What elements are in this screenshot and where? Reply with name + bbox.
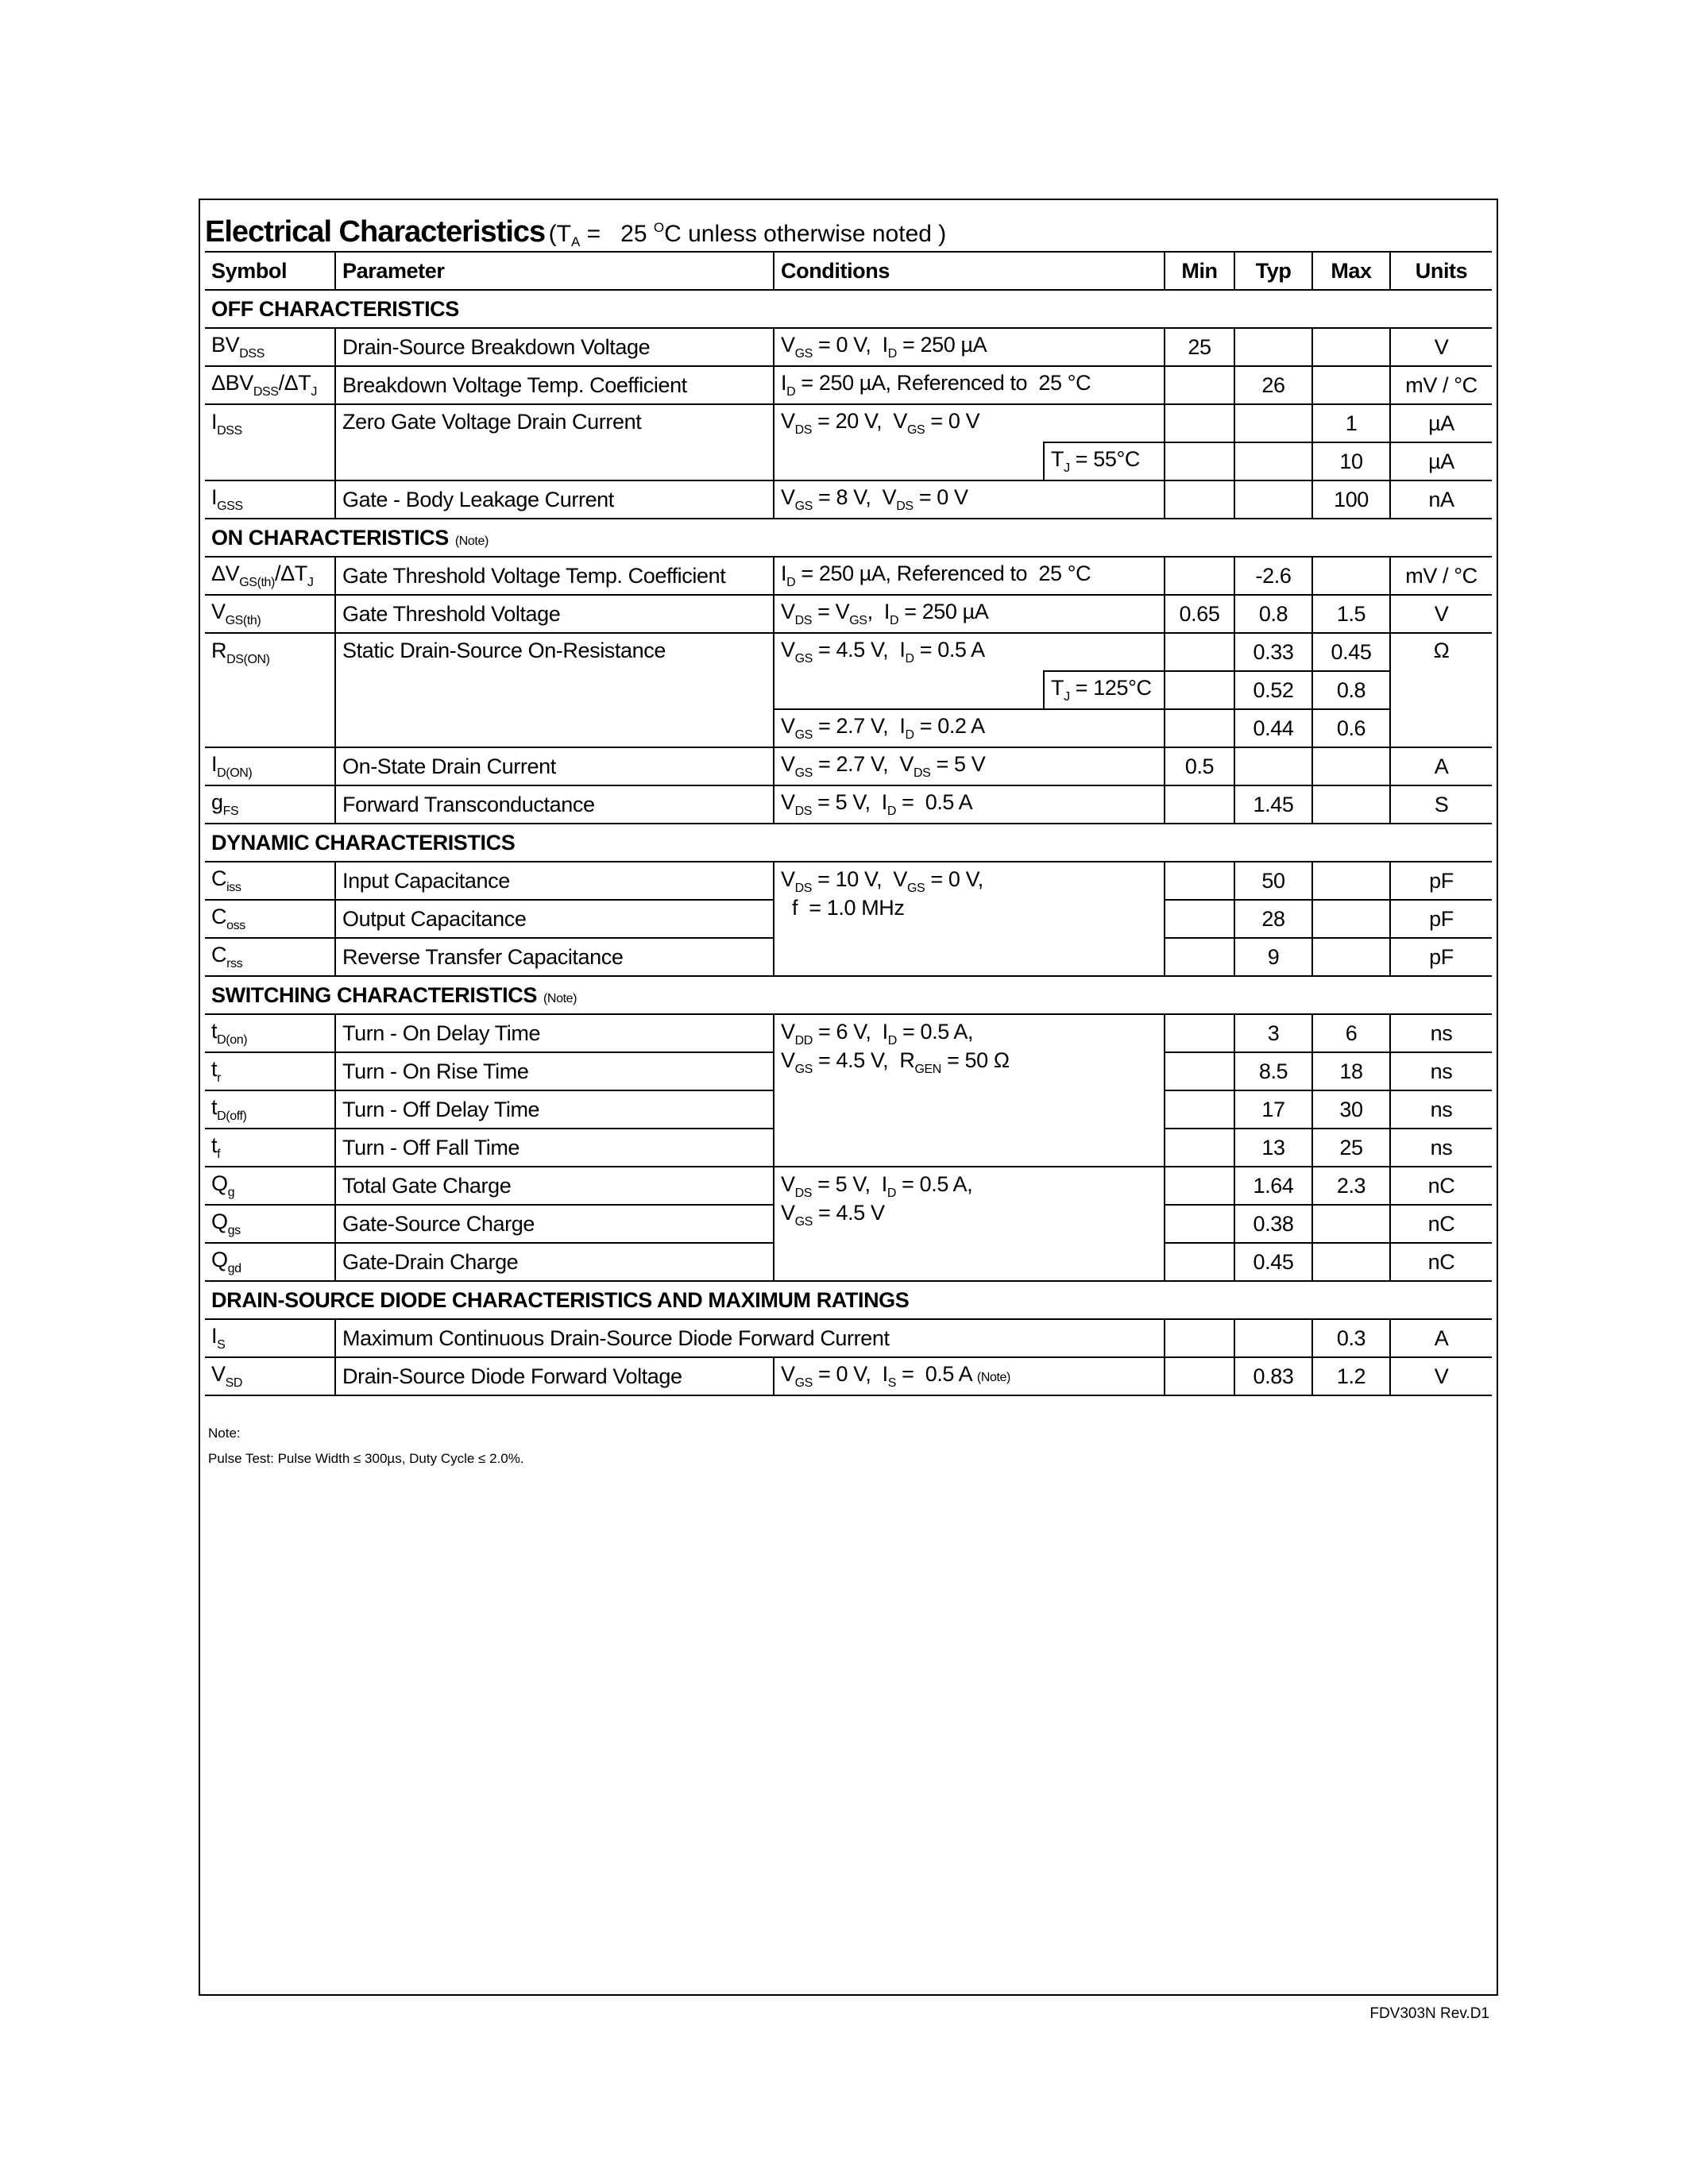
min-cell	[1165, 1205, 1234, 1243]
typ-cell: 8.5	[1234, 1052, 1312, 1090]
min-cell	[1165, 709, 1234, 747]
units-cell: µA	[1390, 442, 1492, 480]
conditions-cell: $V_{DS} = 5$ V, $I_D = 0.5$ A, $V_{GS} = 4.5$ V	[774, 1167, 1165, 1281]
typ-cell: 28	[1234, 900, 1312, 938]
min-cell	[1165, 671, 1234, 709]
table-row	[205, 747, 1492, 785]
units-cell: V	[1390, 1357, 1492, 1395]
symbol-cell: $\Delta BV_{DSS}/\Delta T_J$	[205, 366, 335, 404]
conditions-cell: $V_{DS} = 20$ V, $V_{GS} = 0$ V	[774, 404, 1165, 442]
typ-cell: 0.33	[1234, 633, 1312, 671]
title-condition: ($T_A = 25$ $^O$C unless otherwise noted )	[548, 220, 947, 249]
min-cell	[1165, 1129, 1234, 1167]
header-min: Min	[1165, 252, 1234, 290]
units-cell: pF	[1390, 900, 1492, 938]
typ-cell	[1234, 1319, 1312, 1357]
typ-cell: 0.44	[1234, 709, 1312, 747]
typ-cell: 0.45	[1234, 1243, 1312, 1281]
parameter-cell: Reverse Transfer Capacitance	[335, 938, 774, 976]
typ-cell: 26	[1234, 366, 1312, 404]
min-cell	[1165, 1243, 1234, 1281]
min-cell	[1165, 1319, 1234, 1357]
symbol-cell: $V_{SD}$	[205, 1357, 335, 1395]
header-units: Units	[1390, 252, 1492, 290]
typ-cell: 17	[1234, 1090, 1312, 1129]
table-row	[205, 1357, 1492, 1395]
conditions-spacer	[774, 671, 1044, 709]
min-cell	[1165, 1052, 1234, 1090]
units-cell: S	[1390, 785, 1492, 824]
symbol-cell: $C_{iss}$	[205, 862, 335, 900]
min-cell	[1165, 480, 1234, 519]
conditions-cell: $V_{GS} = 8$ V, $V_{DS} = 0$ V	[774, 480, 1165, 519]
symbol-cell: $I_{DSS}$	[205, 404, 335, 480]
typ-cell: 0.83	[1234, 1357, 1312, 1395]
units-cell: V	[1390, 595, 1492, 633]
units-cell: nA	[1390, 480, 1492, 519]
max-cell: 0.3	[1312, 1319, 1390, 1357]
max-cell: 100	[1312, 480, 1390, 519]
typ-cell: 0.52	[1234, 671, 1312, 709]
table-row	[205, 328, 1492, 366]
conditions-cell: $V_{DS} = V_{GS}$, $I_D = 250$ µA	[774, 595, 1165, 633]
units-cell: pF	[1390, 938, 1492, 976]
header-conditions: Conditions	[774, 252, 1165, 290]
max-cell	[1312, 1205, 1390, 1243]
min-cell	[1165, 900, 1234, 938]
typ-cell	[1234, 404, 1312, 442]
parameter-cell: Breakdown Voltage Temp. Coefficient	[335, 366, 774, 404]
note-label: Note:	[208, 1426, 241, 1441]
typ-cell: 9	[1234, 938, 1312, 976]
min-cell	[1165, 785, 1234, 824]
units-cell: nC	[1390, 1167, 1492, 1205]
typ-cell	[1234, 328, 1312, 366]
parameter-cell: Maximum Continuous Drain-Source Diode Forward Current	[335, 1319, 1165, 1357]
table-row	[205, 633, 1492, 671]
parameter-cell: Output Capacitance	[335, 900, 774, 938]
footer-revision: FDV303N Rev.D1	[1369, 2005, 1489, 2022]
section-off: OFF CHARACTERISTICS	[205, 290, 1492, 328]
typ-cell	[1234, 480, 1312, 519]
min-cell	[1165, 1090, 1234, 1129]
units-cell: ns	[1390, 1090, 1492, 1129]
table-row	[205, 595, 1492, 633]
table-row	[205, 480, 1492, 519]
symbol-cell: $t_{D(on)}$	[205, 1014, 335, 1052]
parameter-cell: Drain-Source Diode Forward Voltage	[335, 1357, 774, 1395]
max-cell: 1.5	[1312, 595, 1390, 633]
symbol-cell: $Q_{gs}$	[205, 1205, 335, 1243]
min-cell: 25	[1165, 328, 1234, 366]
parameter-cell: Drain-Source Breakdown Voltage	[335, 328, 774, 366]
typ-cell: 50	[1234, 862, 1312, 900]
symbol-cell: $Q_g$	[205, 1167, 335, 1205]
min-cell	[1165, 442, 1234, 480]
parameter-cell: Forward Transconductance	[335, 785, 774, 824]
max-cell: 0.45	[1312, 633, 1390, 671]
parameter-cell: Gate - Body Leakage Current	[335, 480, 774, 519]
max-cell	[1312, 747, 1390, 785]
section-switching: SWITCHING CHARACTERISTICS (Note)	[205, 976, 1492, 1014]
conditions-cell: $T_J = 55^\circ C$	[1044, 442, 1165, 480]
symbol-cell: $I_{D(ON)}$	[205, 747, 335, 785]
typ-cell	[1234, 747, 1312, 785]
typ-cell: 1.45	[1234, 785, 1312, 824]
table-row	[205, 862, 1492, 900]
max-cell: 18	[1312, 1052, 1390, 1090]
conditions-cell: $V_{GS} = 2.7$ V, $V_{DS} = 5$ V	[774, 747, 1165, 785]
typ-cell: 1.64	[1234, 1167, 1312, 1205]
typ-cell: 3	[1234, 1014, 1312, 1052]
min-cell	[1165, 1357, 1234, 1395]
parameter-cell: On-State Drain Current	[335, 747, 774, 785]
max-cell: 10	[1312, 442, 1390, 480]
table-row	[205, 1167, 1492, 1205]
parameter-cell: Turn - On Rise Time	[335, 1052, 774, 1090]
symbol-cell: $C_{oss}$	[205, 900, 335, 938]
parameter-cell: Turn - On Delay Time	[335, 1014, 774, 1052]
max-cell: 0.8	[1312, 671, 1390, 709]
section-row	[205, 519, 1492, 557]
symbol-cell: $t_f$	[205, 1129, 335, 1167]
parameter-cell: Turn - Off Fall Time	[335, 1129, 774, 1167]
units-cell: µA	[1390, 404, 1492, 442]
min-cell	[1165, 366, 1234, 404]
conditions-cell: $V_{DD} = 6$ V, $I_D = 0.5$ A, $V_{GS} = 4.5$ V, $R_{GEN} = 50$ Ω	[774, 1014, 1165, 1167]
symbol-cell: $I_{GSS}$	[205, 480, 335, 519]
units-cell: A	[1390, 747, 1492, 785]
parameter-cell: Gate Threshold Voltage	[335, 595, 774, 633]
conditions-cell: $V_{GS} = 0$ V, $I_D = 250$ µA	[774, 328, 1165, 366]
max-cell: 1	[1312, 404, 1390, 442]
header-symbol: Symbol	[205, 252, 335, 290]
max-cell	[1312, 785, 1390, 824]
max-cell: 30	[1312, 1090, 1390, 1129]
min-cell	[1165, 1014, 1234, 1052]
units-cell: ns	[1390, 1052, 1492, 1090]
conditions-spacer	[774, 442, 1044, 480]
max-cell: 0.6	[1312, 709, 1390, 747]
typ-cell: -2.6	[1234, 557, 1312, 595]
parameter-cell: Static Drain-Source On-Resistance	[335, 633, 774, 747]
section-on: ON CHARACTERISTICS (Note)	[205, 519, 1492, 557]
symbol-cell: $C_{rss}$	[205, 938, 335, 976]
max-cell	[1312, 862, 1390, 900]
units-cell: ns	[1390, 1014, 1492, 1052]
parameter-cell: Zero Gate Voltage Drain Current	[335, 404, 774, 480]
units-cell: mV / °C	[1390, 366, 1492, 404]
electrical-characteristics-table	[205, 251, 1492, 1396]
max-cell: 25	[1312, 1129, 1390, 1167]
section-row	[205, 290, 1492, 328]
units-cell: ns	[1390, 1129, 1492, 1167]
min-cell	[1165, 557, 1234, 595]
table-row	[205, 1319, 1492, 1357]
units-cell: Ω	[1390, 633, 1492, 747]
section-diode: DRAIN-SOURCE DIODE CHARACTERISTICS AND MAXIMUM RATINGS	[205, 1281, 1492, 1319]
conditions-cell: $V_{GS} = 0$ V, $I_S = 0.5$ A (Note)	[774, 1357, 1165, 1395]
parameter-cell: Total Gate Charge	[335, 1167, 774, 1205]
max-cell	[1312, 328, 1390, 366]
table-row	[205, 1014, 1492, 1052]
conditions-cell: $V_{DS} = 10$ V, $V_{GS} = 0$ V, f = 1.0 MHz	[774, 862, 1165, 976]
symbol-cell: $BV_{DSS}$	[205, 328, 335, 366]
min-cell	[1165, 1167, 1234, 1205]
min-cell	[1165, 633, 1234, 671]
header-max: Max	[1312, 252, 1390, 290]
conditions-cell: $V_{GS} = 2.7$ V, $I_D = 0.2$ A	[774, 709, 1165, 747]
header-typ: Typ	[1234, 252, 1312, 290]
max-cell: 6	[1312, 1014, 1390, 1052]
max-cell	[1312, 366, 1390, 404]
units-cell: A	[1390, 1319, 1492, 1357]
table-title	[205, 205, 1492, 251]
max-cell: 1.2	[1312, 1357, 1390, 1395]
min-cell	[1165, 938, 1234, 976]
section-row	[205, 976, 1492, 1014]
conditions-cell: $I_D = 250$ µA, Referenced to 25 °C	[774, 557, 1165, 595]
symbol-cell: $g_{FS}$	[205, 785, 335, 824]
section-dynamic: DYNAMIC CHARACTERISTICS	[205, 824, 1492, 862]
table-row	[205, 785, 1492, 824]
parameter-cell: Gate-Drain Charge	[335, 1243, 774, 1281]
title-main: Electrical Characteristics	[205, 215, 546, 249]
max-cell	[1312, 557, 1390, 595]
max-cell	[1312, 938, 1390, 976]
table-row	[205, 557, 1492, 595]
table-row	[205, 366, 1492, 404]
units-cell: nC	[1390, 1243, 1492, 1281]
symbol-cell: $t_{D(off)}$	[205, 1090, 335, 1129]
units-cell: mV / °C	[1390, 557, 1492, 595]
parameter-cell: Input Capacitance	[335, 862, 774, 900]
units-cell: pF	[1390, 862, 1492, 900]
symbol-cell: $\Delta V_{GS(th)}/\Delta T_J$	[205, 557, 335, 595]
conditions-cell: $V_{GS} = 4.5$ V, $I_D = 0.5$ A	[774, 633, 1165, 671]
section-row	[205, 824, 1492, 862]
typ-cell	[1234, 442, 1312, 480]
symbol-cell: $I_S$	[205, 1319, 335, 1357]
note-text: Pulse Test: Pulse Width ≤ 300µs, Duty Cycle ≤ 2.0%.	[208, 1451, 524, 1466]
parameter-cell: Turn - Off Delay Time	[335, 1090, 774, 1129]
min-cell	[1165, 404, 1234, 442]
typ-cell: 13	[1234, 1129, 1312, 1167]
symbol-cell: $R_{DS(ON)}$	[205, 633, 335, 747]
symbol-cell: $t_r$	[205, 1052, 335, 1090]
conditions-cell: $I_D = 250$ µA, Referenced to 25 °C	[774, 366, 1165, 404]
conditions-cell: $V_{DS} = 5$ V, $I_D = 0.5$ A	[774, 785, 1165, 824]
max-cell	[1312, 1243, 1390, 1281]
parameter-cell: Gate Threshold Voltage Temp. Coefficient	[335, 557, 774, 595]
notes-block	[208, 1426, 524, 1476]
parameter-cell: Gate-Source Charge	[335, 1205, 774, 1243]
max-cell	[1312, 900, 1390, 938]
conditions-cell: $T_J = 125^\circ C$	[1044, 671, 1165, 709]
max-cell: 2.3	[1312, 1167, 1390, 1205]
header-row	[205, 252, 1492, 290]
table-row	[205, 404, 1492, 442]
min-cell: 0.65	[1165, 595, 1234, 633]
section-row	[205, 1281, 1492, 1319]
symbol-cell: $V_{GS(th)}$	[205, 595, 335, 633]
units-cell: V	[1390, 328, 1492, 366]
min-cell	[1165, 862, 1234, 900]
typ-cell: 0.8	[1234, 595, 1312, 633]
min-cell: 0.5	[1165, 747, 1234, 785]
symbol-cell: $Q_{gd}$	[205, 1243, 335, 1281]
typ-cell: 0.38	[1234, 1205, 1312, 1243]
header-parameter: Parameter	[335, 252, 774, 290]
units-cell: nC	[1390, 1205, 1492, 1243]
